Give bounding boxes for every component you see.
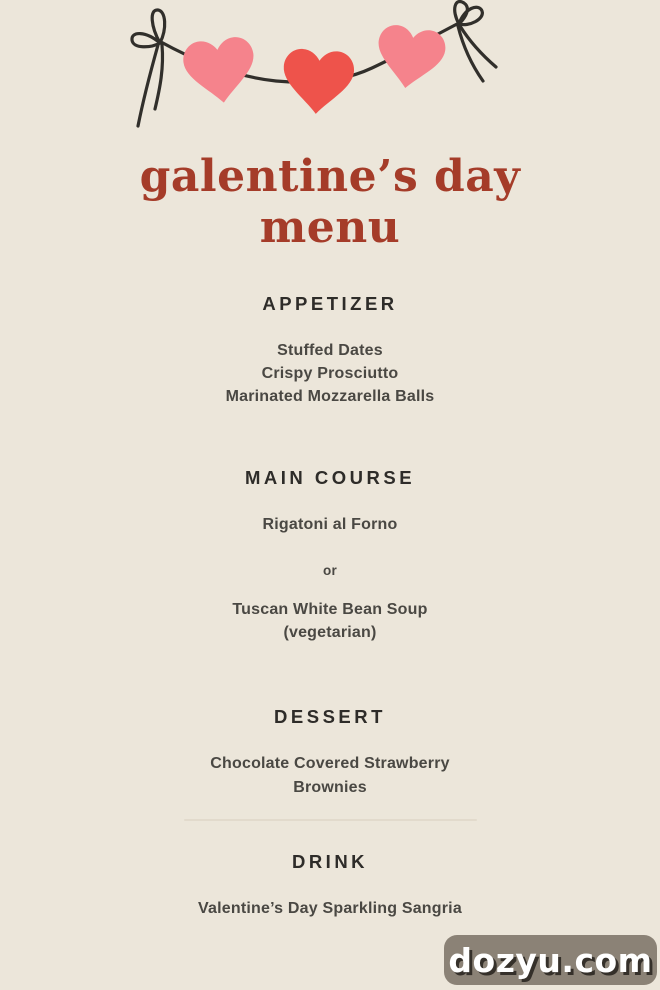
menu-title-line2: menu xyxy=(259,202,401,253)
menu-item: Valentine’s Day Sparkling Sangria xyxy=(198,900,462,917)
menu-item-note: (vegetarian) xyxy=(283,624,377,641)
menu-item-separator: or xyxy=(323,563,337,578)
menu-item: Stuffed Dates xyxy=(277,342,383,359)
menu-item: Tuscan White Bean Soup xyxy=(232,601,428,618)
heart-icon-middle xyxy=(281,48,356,117)
section-heading-main-course: MAIN COURSE xyxy=(244,467,416,488)
menu-item: Marinated Mozzarella Balls xyxy=(225,388,435,405)
right-bow-icon xyxy=(455,1,496,81)
section-divider xyxy=(184,819,477,821)
left-bow-icon xyxy=(132,10,165,126)
hearts-garland-illustration xyxy=(0,0,660,150)
menu-item: Brownies xyxy=(293,779,367,796)
watermark-text: dozyu.com xyxy=(448,940,653,980)
menu-item: Rigatoni al Forno xyxy=(262,516,398,533)
section-heading-drink: DRINK xyxy=(291,851,369,872)
watermark-badge xyxy=(444,935,657,985)
menu-item: Crispy Prosciutto xyxy=(261,365,399,382)
section-heading-dessert: DESSERT xyxy=(274,706,386,727)
heart-icon-left xyxy=(181,35,259,107)
menu-item: Chocolate Covered Strawberry xyxy=(210,755,450,772)
menu-title-line1: galentine’s day xyxy=(139,151,521,202)
heart-icon-right xyxy=(372,23,448,94)
section-heading-appetizer: APPETIZER xyxy=(262,293,398,314)
